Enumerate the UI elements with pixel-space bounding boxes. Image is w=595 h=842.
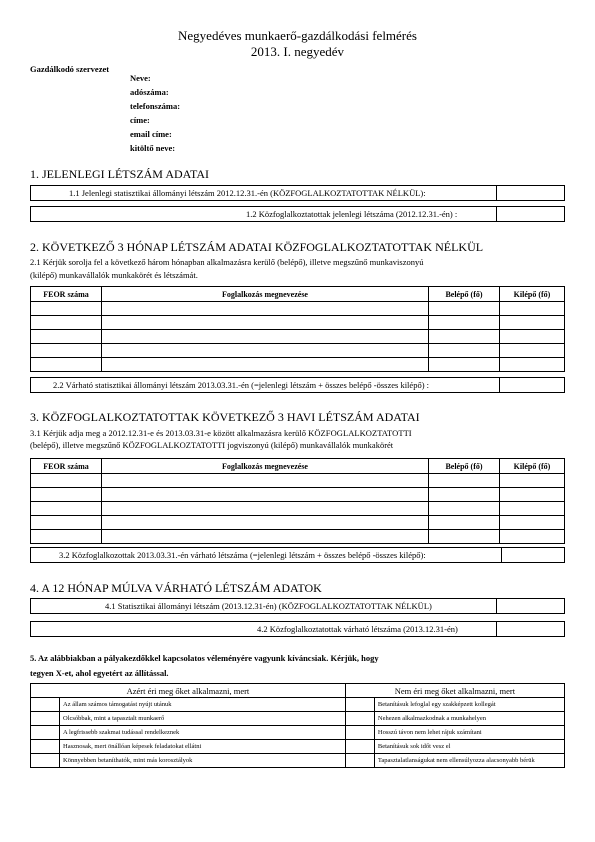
section3-intro-2: (belépő), illetve megszűnő KÖZFOGLALKOZTATOTTI jogviszonyú (kilépő) munkavállalók munkakörét (30, 440, 394, 450)
org-label: Gazdálkodó szervezet (30, 64, 110, 74)
table-row[interactable] (31, 358, 565, 372)
table-row[interactable] (31, 530, 565, 544)
section2-footer (30, 377, 565, 393)
section2-intro-2: (kilépő) munkavállalók munkakörét és létszámát. (30, 270, 198, 280)
section2-intro-1: 2.1 Kérjük sorolja fel a következő három hónapban alkalmazásra kerülő (belépő), illetve megszűnő munkaviszonyú (30, 257, 424, 267)
section1-row2 (30, 206, 565, 222)
col-occupation: Foglalkozás megnevezése (102, 459, 429, 474)
section3-table (30, 458, 565, 544)
org-phone-label: telefonszáma: (130, 101, 181, 111)
section4-row1-label: 4.1 Statisztikai állományi létszám (2013.12.31-én) (KÖZFOGLALKOZTATOTTAK NÉLKÜL) (105, 601, 432, 611)
con-statement: Tapasztalatlanságukat nem ellensúlyozza alacsonyabb bérük (374, 754, 564, 768)
table-row (31, 698, 565, 712)
table-row[interactable] (31, 302, 565, 316)
con-statement: Betanításuk sok időt vesz el (374, 740, 564, 754)
org-email-label: email címe: (130, 129, 172, 139)
section3-intro-1: 3.1 Kérjük adja meg a 2012.12.31-e és 2013.03.31-e között alkalmazásra kerülő KÖZFOGLALKOZTATOTTI (30, 428, 412, 438)
org-fields (130, 71, 180, 155)
section3-footer-label: 3.2 Közfoglalkozottak 2013.03.31.-én várható létszáma (=jelenlegi létszám + összes belépő -összes kilépő): (59, 550, 426, 560)
pro-statement: Olcsóbbak, mint a tapasztalt munkaerő (60, 712, 346, 726)
con-statement: Betanításuk lefoglal egy szakképzett kollegát (374, 698, 564, 712)
section3-footer-input[interactable] (501, 548, 502, 562)
org-tax-label: adószáma: (130, 87, 169, 97)
section5-table (30, 683, 565, 768)
table-row[interactable] (31, 488, 565, 502)
con-checkbox[interactable] (345, 726, 374, 740)
table-row (31, 754, 565, 768)
section1-row2-label: 1.2 Közfoglalkoztatottak jelenlegi létszáma (2012.12.31.-én) : (246, 209, 458, 219)
section4-row2-label: 4.2 Közfoglalkoztatottak várható létszáma (2013.12.31-én) (257, 624, 458, 634)
pro-checkbox[interactable] (31, 712, 60, 726)
con-statement: Nehezen alkalmazkodnak a munkahelyen (374, 712, 564, 726)
section1-title: 1. JELENLEGI LÉTSZÁM ADATAI (30, 167, 210, 181)
pro-statement: Hasznosak, mert önállóan képesek feladatokat ellátni (60, 740, 346, 754)
pro-statement: Könnyebben betaníthatók, mint más korosztályok (60, 754, 346, 768)
table-row (31, 740, 565, 754)
table-row[interactable] (31, 330, 565, 344)
section4-row1 (30, 598, 565, 614)
section5-intro-1: 5. Az alábbiakban a pályakezdőkkel kapcsolatos véleményére vagyunk kíváncsiak. Kérjük, hogy (30, 653, 379, 663)
pro-checkbox[interactable] (31, 726, 60, 740)
con-checkbox[interactable] (345, 712, 374, 726)
col-entering: Belépő (fő) (429, 459, 500, 474)
table-row[interactable] (31, 502, 565, 516)
section4-row1-input[interactable] (496, 599, 497, 613)
table-row[interactable] (31, 516, 565, 530)
col-occupation: Foglalkozás megnevezése (102, 287, 429, 302)
page-subtitle: 2013. I. negyedév (250, 44, 345, 59)
table-row[interactable] (31, 474, 565, 488)
table-row (31, 712, 565, 726)
section4-title: 4. A 12 HÓNAP MÚLVA VÁRHATÓ LÉTSZÁM ADATOK (30, 581, 322, 595)
col-leaving: Kilépő (fő) (500, 459, 565, 474)
section2-footer-input[interactable] (499, 378, 500, 392)
con-checkbox[interactable] (345, 754, 374, 768)
pro-checkbox[interactable] (31, 740, 60, 754)
con-checkbox[interactable] (345, 698, 374, 712)
section1-row2-input[interactable] (496, 207, 497, 221)
section1-row1-input[interactable] (496, 186, 497, 200)
pro-statement: Az állam számos támogatást nyújt utánuk (60, 698, 346, 712)
col-feor: FEOR száma (31, 459, 102, 474)
col-pro: Azért éri meg őket alkalmazni, mert (31, 684, 346, 698)
pro-statement: A legfrissebb szakmai tudással rendelkeznek (60, 726, 346, 740)
section1-row1-label: 1.1 Jelenlegi statisztikai állományi létszám 2012.12.31.-én (KÖZFOGLALKOZTATOTTAK NÉLKÜL): (69, 188, 426, 198)
section2-table (30, 286, 565, 372)
page-title: Negyedéves munkaerő-gazdálkodási felmérés (178, 28, 417, 43)
col-leaving: Kilépő (fő) (500, 287, 565, 302)
section2-footer-label: 2.2 Várható statisztikai állományi létszám 2013.03.31.-én (=jelenlegi létszám + összes belépő -összes kilépő) : (53, 380, 430, 390)
section2-title: 2. KÖVETKEZŐ 3 HÓNAP LÉTSZÁM ADATAI KÖZFOGLALKOZTATOTTAK NÉLKÜL (30, 240, 484, 254)
table-row[interactable] (31, 344, 565, 358)
col-con: Nem éri meg őket alkalmazni, mert (345, 684, 564, 698)
section1-row1 (30, 185, 565, 201)
section5-intro-2: tegyen X-et, ahol egyetért az állítással. (30, 668, 169, 678)
section3-title: 3. KÖZFOGLALKOZTATOTTAK KÖVETKEZŐ 3 HAVI LÉTSZÁM ADATAI (30, 410, 420, 424)
table-row (31, 726, 565, 740)
section4-row2 (30, 621, 565, 637)
con-statement: Hosszú távon nem lehet rájuk számítani (374, 726, 564, 740)
org-address-label: címe: (130, 115, 150, 125)
pro-checkbox[interactable] (31, 754, 60, 768)
col-feor: FEOR száma (31, 287, 102, 302)
section4-row2-input[interactable] (496, 622, 497, 636)
con-checkbox[interactable] (345, 740, 374, 754)
org-filler-label: kitöltő neve: (130, 143, 176, 153)
pro-checkbox[interactable] (31, 698, 60, 712)
section3-footer (30, 547, 565, 563)
col-entering: Belépő (fő) (429, 287, 500, 302)
org-name-label: Neve: (130, 73, 151, 83)
table-row[interactable] (31, 316, 565, 330)
